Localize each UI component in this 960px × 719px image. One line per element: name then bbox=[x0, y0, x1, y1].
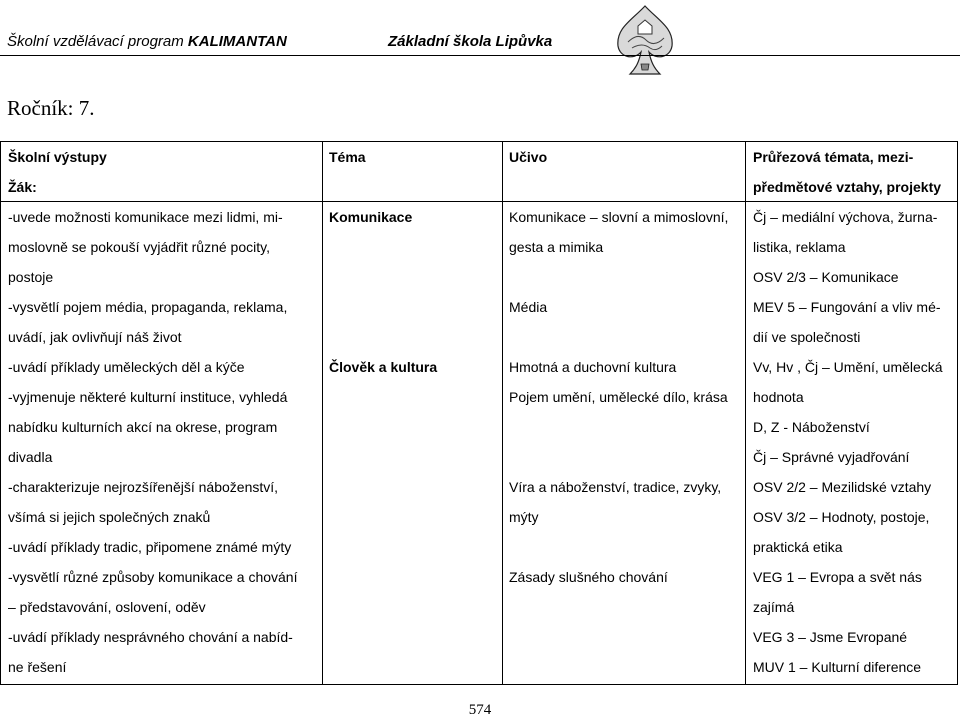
topic-culture: Člověk a kultura bbox=[329, 359, 438, 375]
cross-topic-line: MEV 5 – Fungování a vliv mé- bbox=[753, 299, 941, 315]
outcome-line: -uvádí příklady tradic, připomene známé mýty bbox=[8, 539, 292, 555]
header-topic: Téma bbox=[329, 149, 366, 165]
page-number: 574 bbox=[468, 702, 492, 718]
school-logo-icon bbox=[610, 2, 680, 78]
outcome-line: moslovně se pokouší vyjádřit různé pocity, bbox=[8, 239, 270, 255]
content-religion: Víra a náboženství, tradice, zvyky, mýty bbox=[509, 479, 722, 525]
cross-topic-line: dií ve společnosti bbox=[753, 329, 861, 345]
cross-topic-line: VEG 3 – Jsme Evropané bbox=[753, 629, 908, 645]
program-name: KALIMANTAN bbox=[187, 33, 287, 50]
header-rule bbox=[0, 55, 960, 56]
outcome-line: -vysvětlí pojem média, propaganda, reklama, bbox=[8, 299, 288, 315]
cross-topic-line: listika, reklama bbox=[753, 239, 846, 255]
cross-topic-line: OSV 3/2 – Hodnoty, postoje, bbox=[753, 509, 930, 525]
cross-topic-line: Čj – Správné vyjadřování bbox=[753, 449, 910, 465]
outcome-line: -uvádí příklady uměleckých děl a kýče bbox=[8, 359, 245, 375]
cross-topic-line: OSV 2/3 – Komunikace bbox=[753, 269, 899, 285]
outcome-line: divadla bbox=[8, 449, 53, 465]
outcome-line: -vyjmenuje některé kulturní instituce, vyhledá bbox=[8, 389, 288, 405]
cross-topic-line: Vv, Hv , Čj – Umění, umělecká bbox=[753, 359, 943, 375]
cross-topics-list bbox=[753, 202, 943, 682]
topic-communication: Komunikace bbox=[329, 209, 413, 225]
outcomes-list bbox=[8, 202, 297, 682]
cross-topic-line: MUV 1 – Kulturní diference bbox=[753, 659, 922, 675]
outcome-line: -uvede možnosti komunikace mezi lidmi, mi- bbox=[8, 209, 283, 225]
outcome-line: uvádí, jak ovlivňují náš život bbox=[8, 329, 182, 345]
cross-topic-line: VEG 1 – Evropa a svět nás bbox=[753, 569, 922, 585]
header-content: Učivo bbox=[509, 149, 548, 165]
cross-topic-line: D, Z - Náboženství bbox=[753, 419, 870, 435]
outcome-line: ne řešení bbox=[8, 659, 67, 675]
header-outcomes: Školní výstupy Žák: bbox=[8, 149, 107, 195]
school-name: Základní škola Lipůvka bbox=[388, 33, 553, 50]
content-communication: Komunikace – slovní a mimoslovní, gesta a mimika bbox=[509, 209, 729, 255]
cross-topic-line: zajímá bbox=[753, 599, 795, 615]
outcome-line: – představování, oslovení, oděv bbox=[8, 599, 206, 615]
content-manners: Zásady slušného chování bbox=[509, 569, 668, 585]
content-culture: Hmotná a duchovní kultura bbox=[509, 359, 677, 375]
outcome-line: -charakterizuje nejrozšířenější náboženství, bbox=[8, 479, 279, 495]
cross-topic-line: praktická etika bbox=[753, 539, 843, 555]
program-title: Školní vzdělávací program KALIMANTAN bbox=[7, 33, 287, 50]
content-art: Pojem umění, umělecké dílo, krása bbox=[509, 389, 728, 405]
outcome-line: postoje bbox=[8, 269, 54, 285]
outcome-line: všímá si jejich společných znaků bbox=[8, 509, 211, 525]
cross-topic-line: OSV 2/2 – Mezilidské vztahy bbox=[753, 479, 932, 495]
header-cross-topics: Průřezová témata, mezi- předmětové vztahy, projekty bbox=[753, 149, 942, 195]
outcome-line: nabídku kulturních akcí na okrese, program bbox=[8, 419, 278, 435]
cross-topic-line: Čj – mediální výchova, žurna- bbox=[753, 209, 938, 225]
grade-title: Ročník: 7. bbox=[7, 96, 95, 120]
content-media: Média bbox=[509, 299, 548, 315]
cross-topic-line: hodnota bbox=[753, 389, 804, 405]
outcome-line: -uvádí příklady nesprávného chování a nabíd- bbox=[8, 629, 293, 645]
outcome-line: -vysvětlí různé způsoby komunikace a chování bbox=[8, 569, 298, 585]
curriculum-table bbox=[0, 141, 958, 685]
